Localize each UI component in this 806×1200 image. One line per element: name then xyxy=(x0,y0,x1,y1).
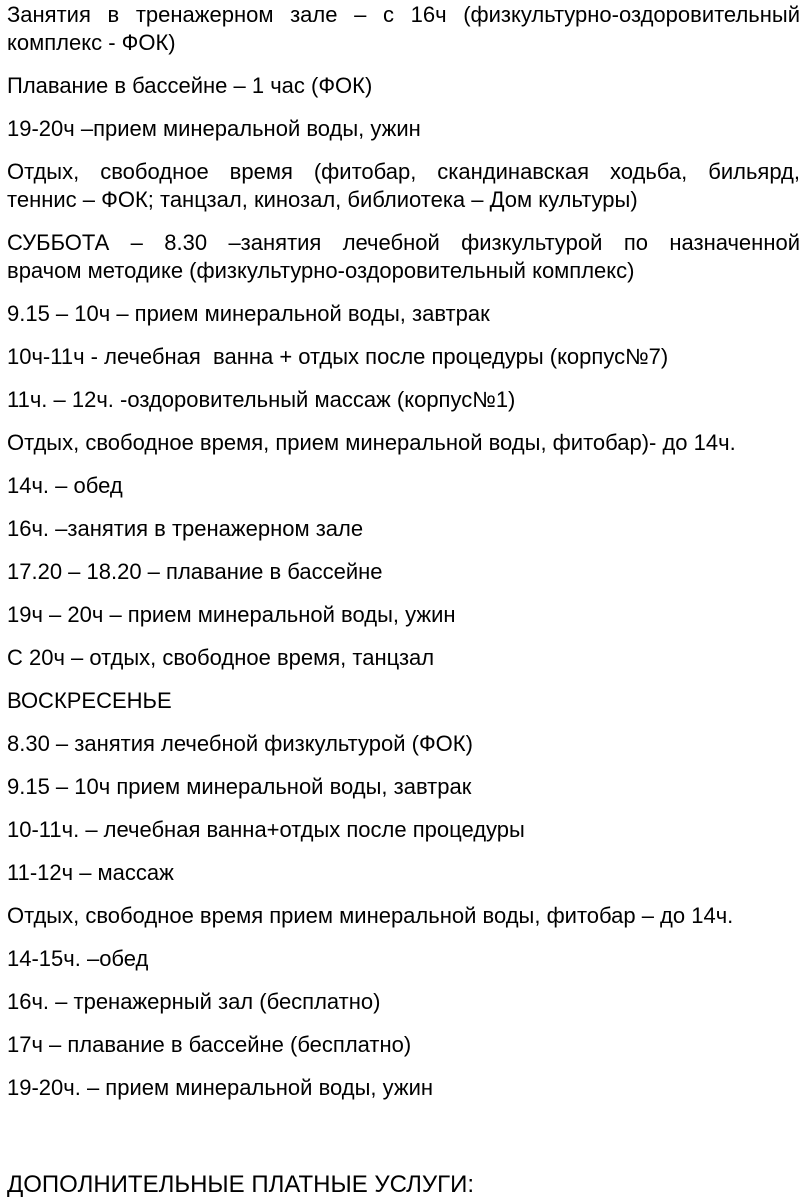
schedule-paragraph xyxy=(7,515,800,543)
schedule-paragraph xyxy=(7,644,800,672)
schedule-paragraph xyxy=(7,343,800,371)
schedule-paragraph xyxy=(7,229,800,285)
schedule-paragraph xyxy=(7,902,800,930)
text-line: Занятия в тренажерном зале – с 16ч (физкультурно-оздоровительный xyxy=(7,2,800,27)
schedule-paragraph xyxy=(7,816,800,844)
schedule-paragraph xyxy=(7,386,800,414)
schedule-paragraph xyxy=(7,730,800,758)
text-line: 17ч – плавание в бассейне (бесплатно) xyxy=(7,1032,412,1057)
schedule-paragraph xyxy=(7,429,800,457)
schedule-paragraph xyxy=(7,115,800,143)
schedule-paragraph xyxy=(7,687,800,715)
text-line: 19ч – 20ч – прием минеральной воды, ужин xyxy=(7,602,456,627)
text-line: 16ч. –занятия в тренажерном зале xyxy=(7,516,364,541)
text-line: теннис – ФОК; танцзал, кинозал, библиотека – Дом культуры) xyxy=(7,187,638,212)
text-line: 10-11ч. – лечебная ванна+отдых после процедуры xyxy=(7,817,525,842)
text-line: 11ч. – 12ч. -оздоровительный массаж (корпус№1) xyxy=(7,387,516,412)
text-line: 8.30 – занятия лечебной физкультурой (ФОК) xyxy=(7,731,473,756)
text-line: СУББОТА – 8.30 –занятия лечебной физкультурой по назначенной xyxy=(7,230,800,255)
text-line: ДОПОЛНИТЕЛЬНЫЕ ПЛАТНЫЕ УСЛУГИ: xyxy=(7,1171,475,1198)
text-line: Отдых, свободное время (фитобар, скандинавская ходьба, бильярд, xyxy=(7,159,800,184)
schedule-paragraph xyxy=(7,300,800,328)
text-line: Отдых, свободное время, прием минеральной воды, фитобар)- до 14ч. xyxy=(7,430,736,455)
text-line: 14ч. – обед xyxy=(7,473,123,498)
text-line: 14-15ч. –обед xyxy=(7,946,149,971)
schedule-paragraph xyxy=(7,1074,800,1102)
schedule-paragraph xyxy=(7,158,800,214)
text-line: 9.15 – 10ч прием минеральной воды, завтрак xyxy=(7,774,472,799)
text-line: 11-12ч – массаж xyxy=(7,860,174,885)
text-line: 10ч-11ч - лечебная ванна + отдых после процедуры (корпус№7) xyxy=(7,344,669,369)
schedule-paragraph xyxy=(7,1,800,57)
schedule-paragraph xyxy=(7,1031,800,1059)
schedule-paragraph xyxy=(7,773,800,801)
text-line: 19-20ч –прием минеральной воды, ужин xyxy=(7,116,421,141)
schedule-paragraph xyxy=(7,72,800,100)
schedule-paragraph xyxy=(7,859,800,887)
text-line: ВОСКРЕСЕНЬЕ xyxy=(7,688,172,713)
text-line: Плавание в бассейне – 1 час (ФОК) xyxy=(7,73,373,98)
schedule-paragraph xyxy=(7,988,800,1016)
schedule-paragraph xyxy=(7,472,800,500)
text-line: С 20ч – отдых, свободное время, танцзал xyxy=(7,645,435,670)
schedule-paragraph xyxy=(7,558,800,586)
schedule-paragraph xyxy=(7,601,800,629)
text-line: 16ч. – тренажерный зал (бесплатно) xyxy=(7,989,381,1014)
section-heading xyxy=(7,1170,800,1200)
text-line: врачом методике (физкультурно-оздоровительный комплекс) xyxy=(7,258,635,283)
text-line: Отдых, свободное время прием минеральной воды, фитобар – до 14ч. xyxy=(7,903,734,928)
text-line: 9.15 – 10ч – прием минеральной воды, завтрак xyxy=(7,301,490,326)
text-line: 19-20ч. – прием минеральной воды, ужин xyxy=(7,1075,434,1100)
text-line: 17.20 – 18.20 – плавание в бассейне xyxy=(7,559,383,584)
text-line: комплекс - ФОК) xyxy=(7,30,176,55)
schedule-paragraph xyxy=(7,945,800,973)
